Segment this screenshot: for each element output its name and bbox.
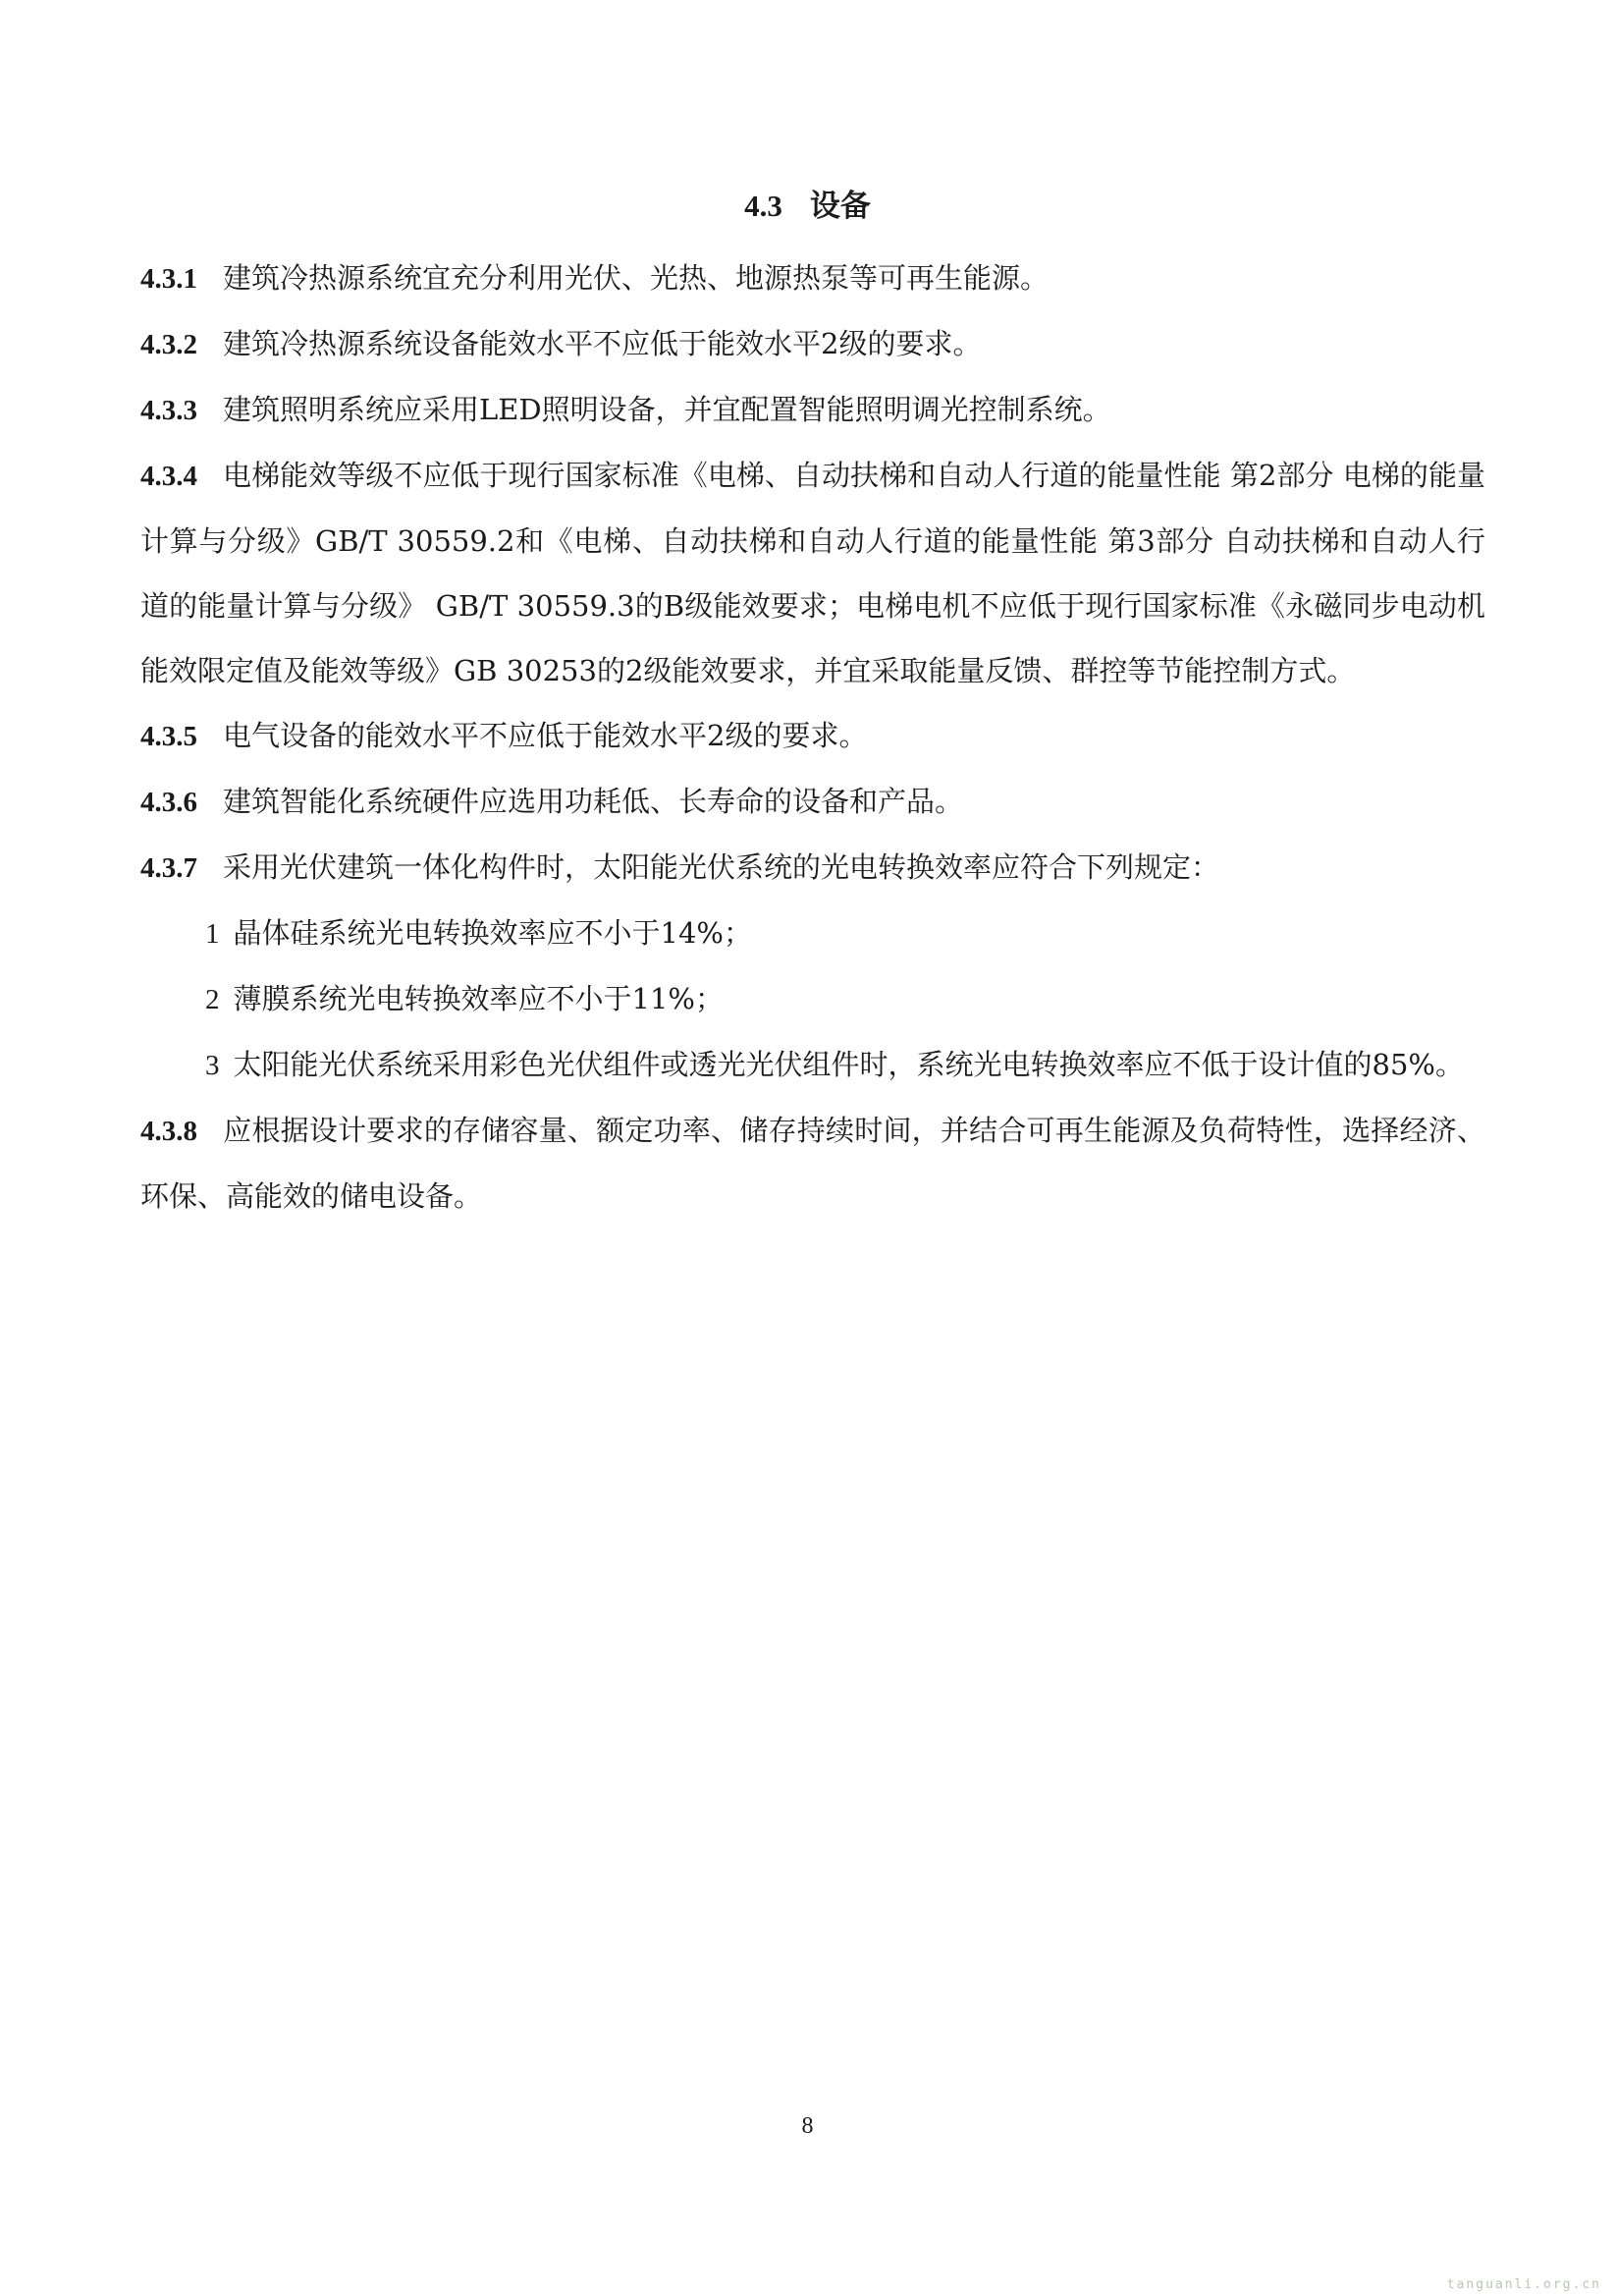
clause-4-3-3 xyxy=(140,377,1485,443)
clause-text: 应根据设计要求的存储容量、额定功率、储存持续时间，并结合可再生能源及负荷特性，选择经济、环保、高能效的储电设备。 xyxy=(140,1114,1485,1213)
list-item xyxy=(140,966,1485,1032)
list-item xyxy=(140,1032,1485,1098)
clause-text: 电气设备的能效水平不应低于能效水平2级的要求。 xyxy=(223,719,868,752)
clause-4-3-6 xyxy=(140,769,1485,835)
clause-4-3-8 xyxy=(140,1098,1485,1229)
clause-number: 4.3.1 xyxy=(140,263,197,295)
item-text: 太阳能光伏系统采用彩色光伏组件或透光光伏组件时，系统光电转换效率应不低于设计值的85%。 xyxy=(233,1048,1464,1081)
section-number: 4.3 xyxy=(744,189,782,223)
item-number: 1 xyxy=(205,918,220,950)
page-number: 8 xyxy=(801,2113,814,2139)
clause-number: 4.3.8 xyxy=(140,1116,197,1147)
clause-number: 4.3.4 xyxy=(140,461,197,492)
clause-text: 电梯能效等级不应低于现行国家标准《电梯、自动扶梯和自动人行道的能量性能 第2部分 电梯的能量计算与分级》GB/T 30559.2和《电梯、自动扶梯和自动人行道的能量性能 第3部分 自动扶梯和自动人行道的能量计算与分级》 GB/T 30559.3的B级能效要求；电梯电机不应低于现行国家标准《永磁同步电动机能效限定值及能效等级》GB 30253的2级能效要求，并宜采取能量反馈、群控等节能控制方式。 xyxy=(140,459,1485,687)
clause-number: 4.3.6 xyxy=(140,787,197,818)
section-title: 设备 xyxy=(809,189,871,224)
item-text: 晶体硅系统光电转换效率应不小于14%； xyxy=(233,916,752,950)
section-heading xyxy=(0,183,1615,230)
clause-4-3-2 xyxy=(140,311,1485,377)
item-number: 2 xyxy=(205,984,220,1015)
clause-4-3-5 xyxy=(140,703,1485,769)
clause-text: 建筑冷热源系统设备能效水平不应低于能效水平2级的要求。 xyxy=(223,327,982,360)
clause-number: 4.3.5 xyxy=(140,721,197,752)
list-item xyxy=(140,901,1485,966)
clause-4-3-1 xyxy=(140,246,1485,311)
document-body xyxy=(140,246,1485,1229)
watermark: tanguanli.org.cn xyxy=(1446,2277,1601,2292)
clause-number: 4.3.2 xyxy=(140,329,197,360)
clause-number: 4.3.3 xyxy=(140,395,197,426)
clause-text: 建筑照明系统应采用LED照明设备，并宜配置智能照明调光控制系统。 xyxy=(223,393,1111,426)
clause-text: 建筑智能化系统硬件应选用功耗低、长寿命的设备和产品。 xyxy=(223,785,964,818)
clause-text: 采用光伏建筑一体化构件时，太阳能光伏系统的光电转换效率应符合下列规定： xyxy=(223,850,1220,884)
clause-4-3-4 xyxy=(140,443,1485,703)
item-number: 3 xyxy=(205,1050,220,1081)
clause-number: 4.3.7 xyxy=(140,852,197,884)
clause-text: 建筑冷热源系统宜充分利用光伏、光热、地源热泵等可再生能源。 xyxy=(223,261,1050,295)
item-text: 薄膜系统光电转换效率应不小于11%； xyxy=(233,982,724,1015)
clause-4-3-7 xyxy=(140,835,1485,901)
